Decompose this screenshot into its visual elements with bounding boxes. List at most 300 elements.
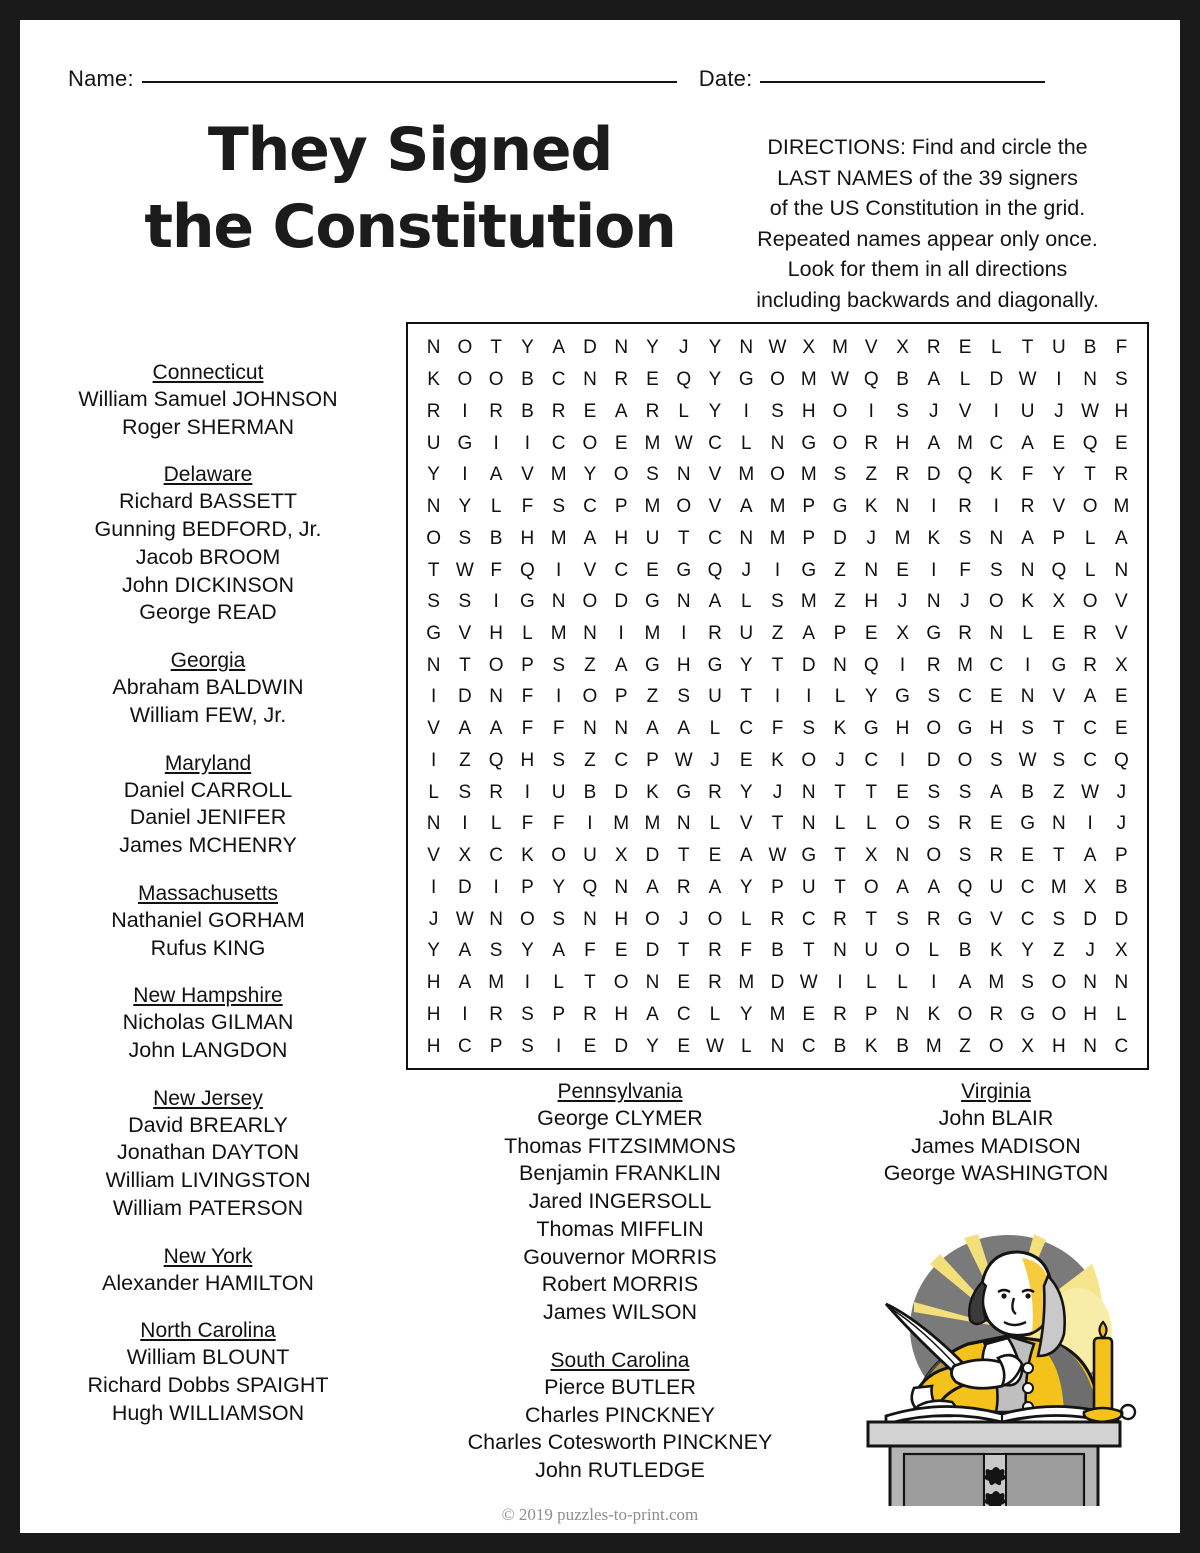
grid-cell[interactable]: J: [710, 749, 720, 771]
grid-cell[interactable]: N: [583, 623, 597, 645]
grid-cell[interactable]: V: [1052, 686, 1066, 708]
grid-cell[interactable]: S: [1021, 972, 1034, 994]
grid-cell[interactable]: C: [583, 496, 597, 518]
grid-cell[interactable]: Z: [771, 623, 784, 645]
grid-cell[interactable]: P: [802, 527, 816, 549]
grid-cell[interactable]: K: [521, 845, 534, 867]
grid-cell[interactable]: G: [926, 623, 942, 645]
grid-cell[interactable]: Y: [1021, 940, 1034, 962]
grid-cell[interactable]: G: [645, 591, 660, 613]
grid-cell[interactable]: A: [708, 591, 722, 613]
grid-cell[interactable]: V: [708, 464, 722, 486]
grid-cell[interactable]: J: [866, 527, 877, 549]
grid-cell[interactable]: I: [993, 496, 999, 518]
grid-cell[interactable]: E: [1115, 432, 1128, 454]
grid-cell[interactable]: L: [1084, 559, 1096, 581]
grid-cell[interactable]: U: [426, 432, 441, 454]
grid-cell[interactable]: I: [430, 876, 437, 898]
grid-cell[interactable]: D: [645, 845, 660, 867]
grid-cell[interactable]: J: [678, 908, 689, 930]
grid-cell[interactable]: H: [1083, 1003, 1097, 1025]
grid-cell[interactable]: H: [801, 400, 816, 422]
grid-cell[interactable]: L: [678, 400, 689, 422]
grid-cell[interactable]: H: [895, 718, 910, 740]
grid-cell[interactable]: D: [926, 464, 941, 486]
word-list-item[interactable]: William FEW, Jr.: [129, 702, 287, 727]
grid-cell[interactable]: C: [1020, 908, 1035, 930]
grid-cell[interactable]: X: [1115, 940, 1128, 962]
grid-cell[interactable]: L: [1084, 527, 1096, 549]
grid-cell[interactable]: G: [895, 686, 910, 708]
grid-cell[interactable]: S: [958, 845, 972, 867]
grid-cell[interactable]: A: [927, 369, 941, 391]
grid-cell[interactable]: K: [771, 749, 784, 771]
grid-cell[interactable]: P: [1115, 845, 1128, 867]
grid-cell[interactable]: X: [1083, 876, 1097, 898]
grid-cell[interactable]: A: [458, 972, 472, 994]
grid-cell[interactable]: N: [489, 908, 504, 930]
grid-cell[interactable]: P: [771, 876, 784, 898]
grid-cell[interactable]: L: [740, 1035, 752, 1057]
grid-cell[interactable]: U: [989, 876, 1004, 898]
grid-cell[interactable]: W: [706, 1035, 724, 1057]
word-list-item[interactable]: Nicholas GILMAN: [122, 1010, 294, 1035]
grid-cell[interactable]: A: [1021, 527, 1034, 549]
grid-cell[interactable]: B: [521, 400, 534, 422]
grid-cell[interactable]: H: [1114, 400, 1129, 422]
grid-cell[interactable]: Z: [584, 654, 596, 676]
grid-cell[interactable]: D: [614, 591, 629, 613]
grid-cell[interactable]: R: [958, 813, 972, 835]
grid-cell[interactable]: B: [1021, 781, 1034, 803]
word-list-item[interactable]: Jared INGERSOLL: [528, 1189, 712, 1214]
grid-cell[interactable]: J: [897, 591, 908, 613]
grid-cell[interactable]: H: [520, 749, 535, 771]
grid-cell[interactable]: D: [458, 686, 472, 708]
grid-cell[interactable]: Y: [646, 337, 659, 359]
word-list-item[interactable]: William BLOUNT: [126, 1345, 290, 1370]
grid-cell[interactable]: I: [462, 400, 468, 422]
grid-cell[interactable]: S: [833, 464, 847, 486]
grid-cell[interactable]: I: [493, 591, 499, 613]
grid-cell[interactable]: O: [957, 749, 973, 771]
grid-cell[interactable]: R: [895, 464, 910, 486]
grid-cell[interactable]: R: [958, 623, 972, 645]
grid-cell[interactable]: Y: [521, 940, 534, 962]
grid-cell[interactable]: U: [708, 686, 722, 708]
grid-cell[interactable]: P: [833, 623, 847, 645]
word-list-item[interactable]: Richard BASSETT: [118, 489, 298, 514]
grid-cell[interactable]: S: [521, 1003, 534, 1025]
grid-cell[interactable]: N: [426, 496, 441, 518]
grid-cell[interactable]: N: [989, 623, 1004, 645]
word-list-item[interactable]: John RUTLEDGE: [535, 1458, 705, 1483]
grid-cell[interactable]: O: [957, 1003, 973, 1025]
word-list-item[interactable]: Charles Cotesworth PINCKNEY: [467, 1430, 773, 1455]
grid-cell[interactable]: X: [864, 845, 878, 867]
grid-cell[interactable]: A: [458, 718, 472, 740]
word-list-item[interactable]: John DICKINSON: [121, 572, 295, 597]
grid-cell[interactable]: P: [614, 496, 628, 518]
grid-cell[interactable]: R: [926, 908, 941, 930]
grid-cell[interactable]: L: [709, 1003, 721, 1025]
grid-cell[interactable]: O: [613, 972, 629, 994]
grid-cell[interactable]: C: [864, 749, 879, 771]
grid-cell[interactable]: A: [989, 781, 1003, 803]
grid-cell[interactable]: R: [708, 972, 722, 994]
grid-cell[interactable]: P: [489, 1035, 503, 1057]
grid-cell[interactable]: X: [802, 337, 816, 359]
grid-cell[interactable]: O: [457, 337, 473, 359]
grid-cell[interactable]: L: [709, 718, 721, 740]
grid-cell[interactable]: N: [1083, 369, 1097, 391]
grid-cell[interactable]: M: [988, 972, 1005, 994]
grid-cell[interactable]: B: [583, 781, 597, 803]
grid-cell[interactable]: L: [1022, 623, 1033, 645]
grid-cell[interactable]: V: [739, 813, 753, 835]
grid-cell[interactable]: W: [1081, 400, 1100, 422]
grid-cell[interactable]: C: [458, 1035, 472, 1057]
grid-cell[interactable]: O: [895, 940, 910, 962]
grid-cell[interactable]: C: [1083, 718, 1097, 740]
grid-cell[interactable]: E: [614, 432, 628, 454]
grid-cell[interactable]: Y: [583, 464, 597, 486]
grid-cell[interactable]: H: [676, 654, 691, 676]
grid-cell[interactable]: B: [958, 940, 972, 962]
grid-cell[interactable]: I: [587, 813, 593, 835]
grid-cell[interactable]: O: [801, 749, 817, 771]
grid-cell[interactable]: S: [927, 813, 941, 835]
grid-cell[interactable]: T: [677, 940, 690, 962]
grid-cell[interactable]: R: [708, 623, 722, 645]
grid-cell[interactable]: K: [989, 464, 1003, 486]
grid-cell[interactable]: V: [1115, 591, 1128, 613]
grid-cell[interactable]: F: [959, 559, 971, 581]
grid-cell[interactable]: M: [894, 527, 911, 549]
grid-cell[interactable]: S: [458, 591, 472, 613]
grid-cell[interactable]: M: [957, 432, 973, 454]
grid-cell[interactable]: O: [457, 369, 473, 391]
grid-cell[interactable]: K: [927, 527, 941, 549]
grid-cell[interactable]: M: [550, 527, 567, 549]
grid-cell[interactable]: T: [1021, 337, 1034, 359]
grid-cell[interactable]: E: [677, 972, 691, 994]
grid-cell[interactable]: B: [896, 369, 909, 391]
grid-cell[interactable]: J: [835, 749, 845, 771]
grid-cell[interactable]: J: [428, 908, 439, 930]
grid-cell[interactable]: G: [457, 432, 473, 454]
grid-cell[interactable]: S: [427, 591, 440, 613]
grid-cell[interactable]: W: [674, 432, 693, 454]
grid-cell[interactable]: Y: [552, 876, 565, 898]
grid-cell[interactable]: N: [583, 718, 597, 740]
grid-cell[interactable]: T: [1053, 845, 1065, 867]
grid-cell[interactable]: L: [522, 623, 533, 645]
grid-cell[interactable]: S: [552, 654, 565, 676]
grid-cell[interactable]: W: [455, 908, 474, 930]
grid-cell[interactable]: E: [1052, 432, 1066, 454]
grid-cell[interactable]: N: [739, 527, 754, 549]
grid-cell[interactable]: E: [802, 1003, 816, 1025]
grid-cell[interactable]: P: [614, 686, 628, 708]
grid-cell[interactable]: B: [1115, 876, 1128, 898]
grid-cell[interactable]: E: [583, 400, 597, 422]
grid-cell[interactable]: N: [1114, 972, 1129, 994]
grid-cell[interactable]: S: [458, 527, 472, 549]
grid-cell[interactable]: W: [768, 337, 787, 359]
word-list-item[interactable]: Thomas MIFFLIN: [536, 1216, 704, 1241]
grid-cell[interactable]: N: [926, 591, 941, 613]
grid-cell[interactable]: Y: [646, 1035, 659, 1057]
grid-cell[interactable]: T: [865, 908, 878, 930]
grid-cell[interactable]: C: [801, 908, 816, 930]
grid-cell[interactable]: F: [552, 813, 565, 835]
grid-cell[interactable]: E: [583, 1035, 597, 1057]
grid-cell[interactable]: M: [769, 1003, 786, 1025]
grid-cell[interactable]: D: [614, 781, 629, 803]
grid-cell[interactable]: N: [1020, 686, 1035, 708]
word-list-item[interactable]: John BLAIR: [938, 1106, 1054, 1130]
grid-cell[interactable]: O: [676, 496, 692, 518]
grid-cell[interactable]: S: [1052, 908, 1066, 930]
grid-cell[interactable]: C: [1020, 876, 1035, 898]
grid-cell[interactable]: O: [582, 432, 598, 454]
grid-cell[interactable]: R: [989, 845, 1004, 867]
grid-cell[interactable]: R: [770, 908, 785, 930]
word-list-item[interactable]: Nathaniel GORHAM: [111, 907, 305, 932]
grid-cell[interactable]: O: [707, 908, 723, 930]
grid-cell[interactable]: O: [613, 464, 629, 486]
grid-cell[interactable]: M: [800, 464, 817, 486]
grid-cell[interactable]: P: [521, 876, 534, 898]
grid-cell[interactable]: A: [802, 623, 816, 645]
grid-cell[interactable]: G: [832, 496, 848, 518]
grid-cell[interactable]: U: [583, 845, 597, 867]
grid-cell[interactable]: C: [614, 559, 629, 581]
grid-cell[interactable]: Q: [957, 876, 973, 898]
grid-cell[interactable]: W: [674, 749, 693, 771]
grid-cell[interactable]: Q: [1113, 749, 1129, 771]
grid-cell[interactable]: J: [1116, 813, 1127, 835]
grid-cell[interactable]: G: [957, 908, 973, 930]
grid-cell[interactable]: U: [1051, 337, 1066, 359]
grid-cell[interactable]: L: [991, 337, 1002, 359]
grid-cell[interactable]: Z: [459, 749, 471, 771]
grid-cell[interactable]: O: [520, 908, 535, 930]
grid-cell[interactable]: T: [490, 337, 502, 359]
grid-cell[interactable]: E: [896, 781, 909, 803]
grid-cell[interactable]: O: [926, 718, 942, 740]
grid-cell[interactable]: N: [770, 432, 785, 454]
grid-cell[interactable]: I: [899, 654, 906, 676]
grid-cell[interactable]: U: [1020, 400, 1035, 422]
grid-cell[interactable]: A: [583, 527, 597, 549]
grid-cell[interactable]: N: [676, 591, 691, 613]
grid-cell[interactable]: I: [493, 432, 499, 454]
grid-cell[interactable]: Z: [1053, 940, 1065, 962]
grid-cell[interactable]: S: [552, 496, 565, 518]
grid-cell[interactable]: E: [708, 845, 722, 867]
grid-cell[interactable]: C: [614, 749, 629, 771]
grid-cell[interactable]: I: [493, 876, 499, 898]
grid-cell[interactable]: L: [740, 908, 752, 930]
grid-cell[interactable]: O: [926, 845, 942, 867]
grid-cell[interactable]: O: [488, 654, 504, 676]
grid-cell[interactable]: V: [989, 908, 1003, 930]
grid-cell[interactable]: R: [864, 432, 879, 454]
grid-cell[interactable]: N: [801, 813, 816, 835]
grid-cell[interactable]: O: [770, 464, 785, 486]
grid-cell[interactable]: Y: [739, 1003, 753, 1025]
grid-cell[interactable]: M: [957, 654, 973, 676]
grid-cell[interactable]: L: [834, 686, 846, 708]
grid-cell[interactable]: X: [896, 337, 909, 359]
word-list-item[interactable]: James WILSON: [542, 1300, 698, 1325]
grid-cell[interactable]: L: [865, 813, 877, 835]
grid-cell[interactable]: I: [1087, 813, 1093, 835]
word-list-item[interactable]: Alexander HAMILTON: [102, 1270, 314, 1295]
grid-cell[interactable]: E: [1021, 845, 1034, 867]
grid-cell[interactable]: X: [1115, 654, 1128, 676]
grid-cell[interactable]: E: [989, 813, 1003, 835]
grid-cell[interactable]: N: [426, 654, 441, 676]
grid-cell[interactable]: L: [834, 813, 846, 835]
word-list-item[interactable]: John LANGDON: [128, 1038, 288, 1063]
grid-cell[interactable]: K: [833, 718, 847, 740]
grid-cell[interactable]: G: [676, 559, 692, 581]
grid-cell[interactable]: G: [707, 654, 723, 676]
grid-cell[interactable]: O: [551, 845, 567, 867]
grid-cell[interactable]: Y: [708, 369, 722, 391]
grid-cell[interactable]: D: [645, 940, 660, 962]
grid-cell[interactable]: N: [426, 813, 441, 835]
grid-cell[interactable]: N: [614, 718, 629, 740]
grid-cell[interactable]: Z: [646, 686, 659, 708]
grid-cell[interactable]: A: [677, 718, 691, 740]
grid-cell[interactable]: A: [958, 972, 972, 994]
grid-cell[interactable]: C: [551, 369, 566, 391]
grid-cell[interactable]: Z: [1053, 781, 1065, 803]
grid-cell[interactable]: I: [931, 559, 937, 581]
grid-cell[interactable]: E: [646, 369, 659, 391]
grid-cell[interactable]: O: [988, 1035, 1004, 1057]
word-list-item[interactable]: William LIVINGSTON: [105, 1168, 311, 1193]
grid-cell[interactable]: K: [864, 496, 878, 518]
grid-cell[interactable]: A: [739, 845, 753, 867]
grid-cell[interactable]: M: [738, 972, 755, 994]
grid-cell[interactable]: L: [740, 591, 752, 613]
grid-cell[interactable]: K: [646, 781, 659, 803]
grid-cell[interactable]: Y: [739, 654, 753, 676]
grid-cell[interactable]: L: [959, 369, 971, 391]
grid-cell[interactable]: H: [989, 718, 1004, 740]
grid-cell[interactable]: U: [801, 876, 816, 898]
grid-cell[interactable]: I: [931, 972, 937, 994]
grid-cell[interactable]: T: [677, 527, 690, 549]
grid-cell[interactable]: R: [1020, 496, 1035, 518]
grid-cell[interactable]: H: [1051, 1035, 1066, 1057]
grid-cell[interactable]: Q: [707, 559, 723, 581]
grid-cell[interactable]: Q: [488, 749, 504, 771]
grid-cell[interactable]: A: [614, 400, 628, 422]
grid-cell[interactable]: E: [1115, 686, 1128, 708]
grid-cell[interactable]: I: [462, 464, 468, 486]
grid-cell[interactable]: O: [988, 591, 1004, 613]
grid-cell[interactable]: Z: [834, 591, 846, 613]
grid-cell[interactable]: F: [1021, 464, 1034, 486]
grid-cell[interactable]: A: [1021, 432, 1034, 454]
grid-cell[interactable]: W: [1018, 369, 1037, 391]
grid-cell[interactable]: A: [739, 496, 753, 518]
grid-cell[interactable]: E: [739, 749, 753, 771]
grid-cell[interactable]: M: [769, 527, 786, 549]
grid-cell[interactable]: S: [646, 464, 659, 486]
grid-cell[interactable]: T: [1053, 718, 1065, 740]
grid-cell[interactable]: H: [426, 1003, 441, 1025]
grid-cell[interactable]: G: [520, 591, 535, 613]
word-list-item[interactable]: William Samuel JOHNSON: [78, 387, 338, 411]
grid-cell[interactable]: N: [1051, 813, 1066, 835]
grid-cell[interactable]: P: [864, 1003, 878, 1025]
grid-cell[interactable]: Y: [739, 781, 753, 803]
grid-cell[interactable]: R: [1083, 623, 1097, 645]
grid-cell[interactable]: W: [831, 369, 849, 391]
grid-cell[interactable]: L: [490, 813, 502, 835]
grid-cell[interactable]: X: [1052, 591, 1066, 613]
grid-cell[interactable]: S: [927, 781, 941, 803]
grid-cell[interactable]: J: [1085, 940, 1095, 962]
grid-cell[interactable]: A: [1083, 845, 1097, 867]
grid-cell[interactable]: H: [489, 623, 504, 645]
grid-cell[interactable]: P: [1052, 527, 1066, 549]
grid-cell[interactable]: A: [552, 940, 565, 962]
grid-cell[interactable]: S: [989, 559, 1003, 581]
grid-cell[interactable]: B: [1083, 337, 1097, 359]
grid-cell[interactable]: A: [646, 1003, 659, 1025]
grid-cell[interactable]: U: [739, 623, 754, 645]
grid-cell[interactable]: E: [614, 940, 628, 962]
word-list-item[interactable]: Pierce BUTLER: [544, 1374, 696, 1399]
grid-cell[interactable]: I: [931, 496, 937, 518]
grid-cell[interactable]: N: [801, 781, 816, 803]
grid-cell[interactable]: O: [645, 908, 660, 930]
grid-cell[interactable]: N: [895, 496, 910, 518]
grid-cell[interactable]: D: [926, 749, 941, 771]
grid-cell[interactable]: S: [458, 781, 472, 803]
grid-cell[interactable]: A: [489, 718, 503, 740]
grid-cell[interactable]: M: [488, 972, 505, 994]
grid-cell[interactable]: G: [676, 781, 692, 803]
grid-cell[interactable]: W: [455, 559, 474, 581]
grid-cell[interactable]: Y: [739, 876, 753, 898]
grid-cell[interactable]: R: [489, 400, 504, 422]
grid-cell[interactable]: Q: [1051, 559, 1067, 581]
grid-cell[interactable]: V: [958, 400, 972, 422]
grid-cell[interactable]: J: [678, 337, 689, 359]
grid-cell[interactable]: H: [614, 908, 629, 930]
grid-cell[interactable]: D: [989, 369, 1004, 391]
grid-cell[interactable]: O: [832, 400, 848, 422]
grid-cell[interactable]: R: [926, 337, 941, 359]
grid-cell[interactable]: I: [681, 623, 687, 645]
grid-cell[interactable]: I: [743, 400, 749, 422]
grid-cell[interactable]: S: [958, 781, 972, 803]
grid-cell[interactable]: M: [644, 623, 661, 645]
grid-cell[interactable]: L: [928, 940, 940, 962]
grid-cell[interactable]: A: [646, 876, 659, 898]
grid-cell[interactable]: M: [644, 496, 661, 518]
grid-cell[interactable]: T: [584, 972, 596, 994]
